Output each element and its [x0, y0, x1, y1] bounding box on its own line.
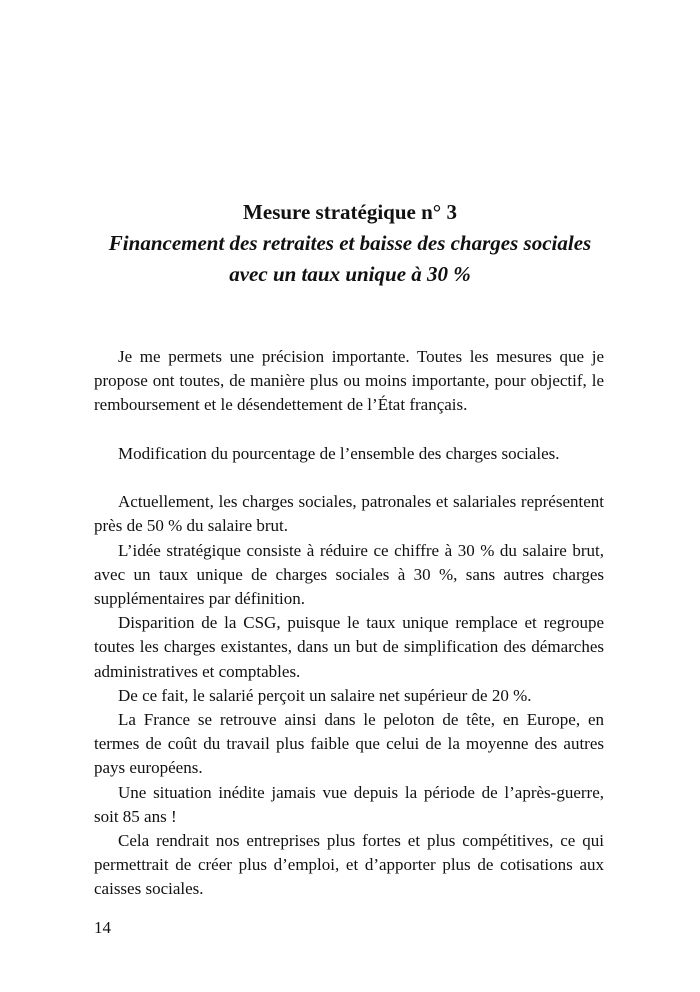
- paragraph: La France se retrouve ainsi dans le peloton de tête, en Europe, en termes de coût du travail plus faible que celui de la moyenne des autres pays européens.: [94, 710, 604, 778]
- page-number: 14: [94, 918, 111, 937]
- paragraph: Cela rendrait nos entreprises plus fortes et plus compétitives, ce qui permettrait de créer plus d’emploi, et d’apporter plus de cotisations aux caisses sociales.: [94, 831, 604, 899]
- body-text: [94, 345, 604, 902]
- section-heading: [60, 196, 640, 290]
- paragraph: Disparition de la CSG, puisque le taux unique remplace et regroupe toutes les charges existantes, dans un but de simplification des démarches administratives et comptables.: [94, 613, 604, 681]
- paragraph: Une situation inédite jamais vue depuis la période de l’après-guerre, soit 85 ans !: [94, 782, 604, 826]
- paragraph: Je me permets une précision importante. Toutes les mesures que je propose ont toutes, de manière plus ou moins importante, pour objectif, le remboursement et le désendettement de l’État français.: [94, 347, 604, 415]
- paragraph: Modification du pourcentage de l’ensemble des charges sociales.: [118, 443, 560, 463]
- heading-subtitle-line-1: Financement des retraites et baisse des charges sociales: [108, 231, 592, 255]
- paragraph: L’idée stratégique consiste à réduire ce chiffre à 30 % du salaire brut, avec un taux unique de charges sociales à 30 %, sans autres charges supplémentaires par définition.: [94, 540, 604, 608]
- heading-subtitle-line-2: avec un taux unique à 30 %: [229, 262, 471, 286]
- paragraph: De ce fait, le salarié perçoit un salaire net supérieur de 20 %.: [118, 685, 532, 705]
- paragraph: Actuellement, les charges sociales, patronales et salariales représentent près de 50 % du salaire brut.: [94, 492, 604, 536]
- heading-title: Mesure stratégique n° 3: [243, 200, 457, 224]
